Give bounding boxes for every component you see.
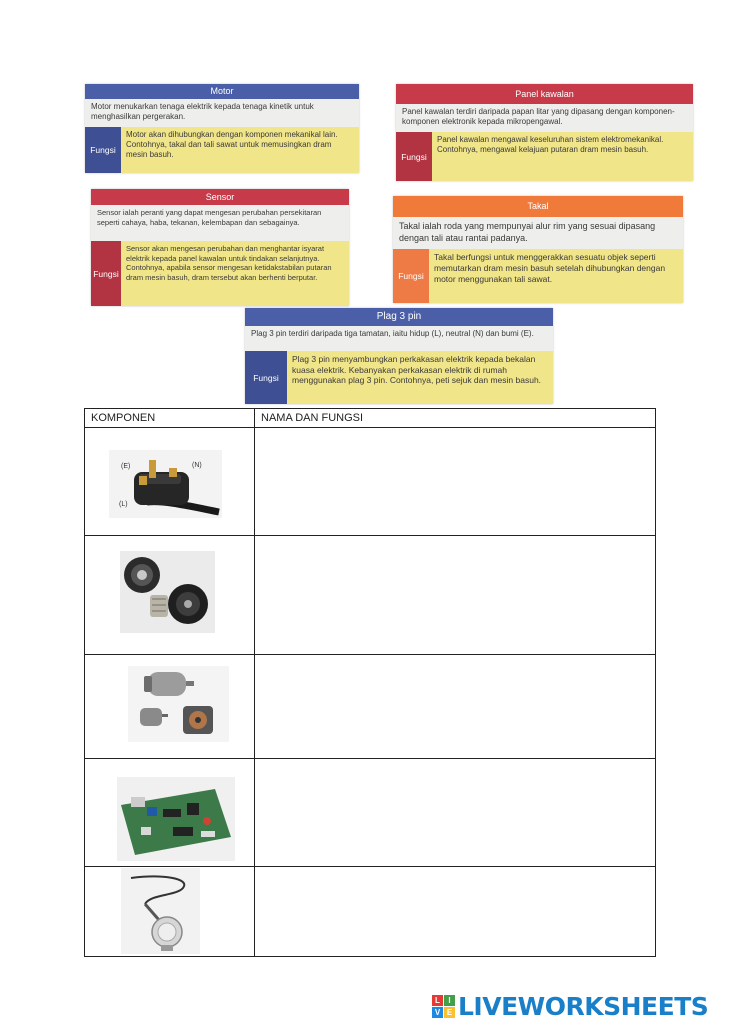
table-header-row (85, 409, 656, 428)
liveworksheets-logo (432, 993, 708, 1019)
takal-card-description: Takal ialah roda yang mempunyai alur rim yang sesuai dipasang dengan tali atau rantai padanya. (393, 217, 683, 249)
plug-card (245, 308, 553, 404)
panel-function-label: Fungsi (396, 132, 432, 181)
answer-cell-pulley[interactable] (255, 536, 656, 655)
answer-cell-sensor[interactable] (255, 867, 656, 957)
panel-card-description: Panel kawalan terdiri daripada papan litar yang dipasang dengan komponen-komponen elektronik kepada mikropengawal. (396, 104, 693, 132)
plug-label-e: (E) (121, 463, 131, 470)
panel-card-title: Panel kawalan (396, 84, 693, 104)
pulley-photo (120, 551, 215, 633)
takal-function-label: Fungsi (393, 249, 429, 303)
logo-text: LIVEWORKSHEETS (458, 991, 709, 1021)
sensor-function-label: Fungsi (91, 241, 121, 306)
plug-label-n: (N) (192, 462, 202, 469)
motor-card-title: Motor (85, 84, 359, 99)
takal-card-title: Takal (393, 196, 683, 217)
motor-photo (128, 666, 229, 742)
takal-function-text: Takal berfungsi untuk menggerakkan sesuatu objek seperti memutarkan dram mesin basuh setelah dihubungkan dengan motor menggunakan tali sawat. (429, 249, 683, 303)
logo-icon (432, 995, 455, 1018)
sensor-card-title: Sensor (91, 189, 349, 205)
panel-card (396, 84, 693, 181)
logo-letter-i: I (444, 995, 455, 1006)
plug-card-description: Plag 3 pin terdiri daripada tiga tamatan, iaitu hidup (L), neutral (N) dan bumi (E). (245, 326, 553, 351)
sensor-function-text: Sensor akan mengesan perubahan dan menghantar isyarat elektrik kepada panel kawalan untuk tindakan selanjutnya. Contohnya, apabila sensor mengesan ketidakstabilan putaran dram mesin basuh, dram tersebut akan berhenti berputar. (121, 241, 349, 306)
plug-function-text: Plag 3 pin menyambungkan perkakasan elektrik kepada bekalan kuasa elektrik. Kebanyakan perkakasan elektrik di rumah menggunakan plag 3 pin. Contohnya, peti sejuk dan mesin basuh. (287, 351, 553, 404)
sensor-photo (121, 868, 200, 954)
plug-function-label: Fungsi (245, 351, 287, 404)
motor-function-text: Motor akan dihubungkan dengan komponen mekanikal lain. Contohnya, takal dan tali sawat untuk memusingkan dram mesin basuh. (121, 127, 359, 173)
panel-function-text: Panel kawalan mengawal keseluruhan sistem elektromekanikal. Contohnya, mengawal kelajuan putaran dram mesin basuh. (432, 132, 693, 181)
plug-label-l: (L) (119, 501, 128, 508)
panel-photo (117, 777, 235, 861)
logo-letter-e: E (444, 1007, 455, 1018)
answer-cell-plug[interactable] (255, 428, 656, 536)
plug-card-title: Plag 3 pin (245, 308, 553, 326)
motor-function-label: Fungsi (85, 127, 121, 173)
header-nama-dan-fungsi: NAMA DAN FUNGSI (255, 409, 656, 428)
sensor-card (91, 189, 349, 306)
answer-cell-motor[interactable] (255, 655, 656, 759)
motor-card (85, 84, 359, 173)
logo-letter-v: V (432, 1007, 443, 1018)
takal-card (393, 196, 683, 303)
logo-letter-l: L (432, 995, 443, 1006)
motor-card-description: Motor menukarkan tenaga elektrik kepada tenaga kinetik untuk menghasilkan pergerakan. (85, 99, 359, 127)
plug-photo (109, 450, 222, 518)
header-komponen: KOMPONEN (85, 409, 255, 428)
answer-cell-panel[interactable] (255, 759, 656, 867)
sensor-card-description: Sensor ialah peranti yang dapat mengesan perubahan persekitaran seperti cahaya, haba, tekanan, kelembapan dan sebagainya. (91, 205, 349, 241)
